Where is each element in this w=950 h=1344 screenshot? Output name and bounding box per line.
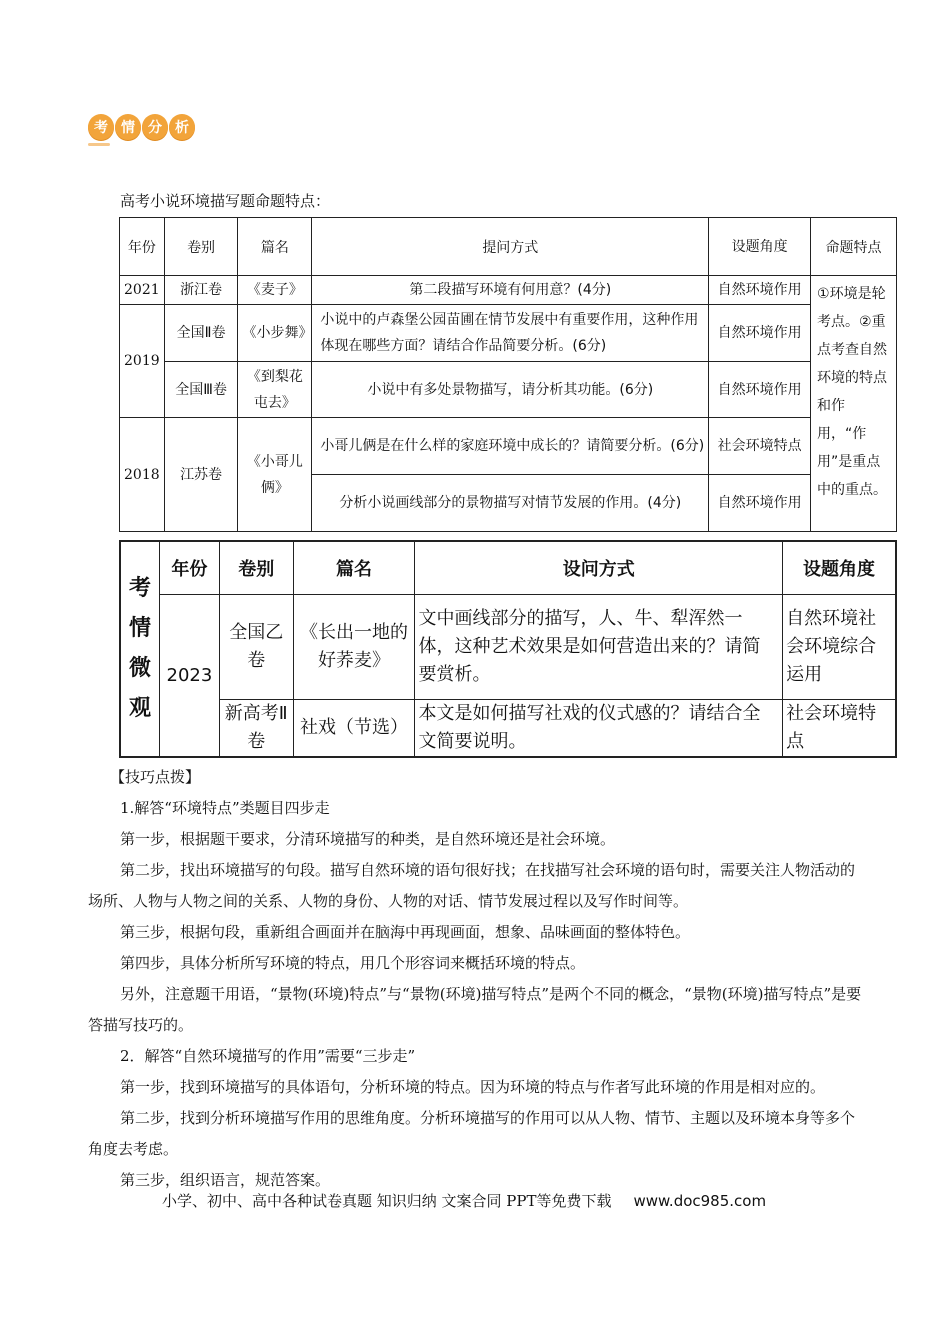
side-label: 考情微观 — [120, 541, 159, 757]
header-paper: 卷别 — [164, 218, 238, 276]
cell-question: 分析小说画线部分的景物描写对情节发展的作用。(4分) — [312, 475, 709, 532]
tips-section — [88, 762, 868, 1196]
table-row — [120, 700, 896, 758]
cell-title: 《麦子》 — [238, 276, 312, 305]
exam-micro-table — [119, 540, 897, 758]
paragraph: 另外，注意题干用语，“景物(环境)特点”与“景物(环境)描写特点”是两个不同的概念，“景物(环境)描写特点”是要答描写技巧的。 — [88, 985, 862, 1034]
cell-title: 社戏（节选） — [293, 700, 415, 758]
cell-title: 《到梨花屯去》 — [238, 362, 312, 418]
table-row — [120, 276, 897, 305]
table-row — [120, 362, 897, 418]
exam-features-table — [119, 217, 897, 532]
paragraph: 第二步，找到分析环境描写作用的思维角度。分析环境描写的作用可以从人物、情节、主题以及环境本身等多个角度去考虑。 — [88, 1109, 856, 1158]
cell-question: 本文是如何描写社戏的仪式感的？请结合全文简要说明。 — [415, 700, 783, 758]
cell-question: 第二段描写环境有何用意？(4分) — [312, 276, 709, 305]
cell-paper: 全国乙卷 — [219, 595, 293, 700]
table-row — [120, 305, 897, 362]
paragraph: 第四步，具体分析所写环境的特点，用几个形容词来概括环境的特点。 — [120, 954, 586, 972]
badge-char: 析 — [169, 114, 195, 140]
cell-title: 《小步舞》 — [238, 305, 312, 362]
cell-paper: 全国Ⅲ卷 — [164, 362, 238, 418]
table-header-row — [120, 541, 896, 595]
footer-url[interactable]: www.doc985.com — [633, 1192, 767, 1210]
cell-angle: 自然环境作用 — [709, 362, 811, 418]
cell-angle: 自然环境作用 — [709, 276, 811, 305]
header-features: 命题特点 — [811, 218, 897, 276]
header-title: 篇名 — [293, 541, 415, 595]
badge-char: 情 — [115, 114, 141, 140]
table-row — [120, 595, 896, 700]
header-year: 年份 — [159, 541, 219, 595]
cell-paper: 浙江卷 — [164, 276, 238, 305]
section-title: 1.解答“环境特点”类题目四步走 — [120, 799, 330, 817]
intro-text: 高考小说环境描写题命题特点： — [120, 192, 331, 210]
paragraph: 第一步，找到环境描写的具体语句，分析环境的特点。因为环境的特点与作者写此环境的作用是相对应的。 — [120, 1078, 826, 1096]
cell-angle: 自然环境作用 — [709, 475, 811, 532]
cell-paper: 新高考Ⅱ卷 — [219, 700, 293, 758]
paragraph: 第二步，找出环境描写的句段。描写自然环境的语句很好找；在找描写社会环境的语句时，需要关注人物活动的场所、人物与人物之间的关系、人物的身份、人物的对话、情节发展过程以及写作时间等。 — [88, 861, 856, 910]
header-question: 设问方式 — [415, 541, 783, 595]
cell-title: 《长出一地的好荞麦》 — [293, 595, 415, 700]
header-angle: 设题角度 — [783, 541, 896, 595]
cell-question: 小说中的卢森堡公园苗圃在情节发展中有重要作用，这种作用体现在哪些方面？请结合作品简要分析。(6分) — [312, 305, 709, 362]
cell-year: 2019 — [120, 305, 165, 418]
badge-underline — [88, 143, 110, 146]
cell-angle: 社会环境特点 — [783, 700, 896, 758]
footer-text: 小学、初中、高中各种试卷真题 知识归纳 文案合同 PPT等免费下载 — [162, 1192, 612, 1210]
cell-angle: 自然环境社会环境综合运用 — [783, 595, 896, 700]
header-paper: 卷别 — [219, 541, 293, 595]
cell-year: 2018 — [120, 418, 165, 532]
tips-heading: 【技巧点拨】 — [110, 768, 201, 786]
cell-angle: 自然环境作用 — [709, 305, 811, 362]
header-year: 年份 — [120, 218, 165, 276]
paragraph: 第三步，组织语言，规范答案。 — [120, 1171, 331, 1189]
table-row — [120, 418, 897, 475]
paragraph: 第一步，根据题干要求，分清环境描写的种类，是自然环境还是社会环境。 — [120, 830, 616, 848]
badge-char: 考 — [88, 114, 114, 140]
cell-paper: 江苏卷 — [164, 418, 238, 532]
header-angle: 设题角度 — [709, 218, 811, 276]
cell-title: 《小哥儿俩》 — [238, 418, 312, 532]
cell-angle: 社会环境特点 — [709, 418, 811, 475]
cell-year: 2023 — [159, 595, 219, 758]
cell-question: 小说中有多处景物描写，请分析其功能。(6分) — [312, 362, 709, 418]
cell-features: ①环境是轮考点。②重点考查自然环境的特点和作用，“作用”是重点中的重点。 — [811, 276, 897, 532]
header-question: 提问方式 — [312, 218, 709, 276]
badge-char: 分 — [142, 114, 168, 140]
cell-year: 2021 — [120, 276, 165, 305]
paragraph: 第三步，根据句段，重新组合画面并在脑海中再现画面，想象、品味画面的整体特色。 — [120, 923, 691, 941]
cell-question: 文中画线部分的描写，人、牛、犁浑然一体，这种艺术效果是如何营造出来的？请简要赏析。 — [415, 595, 783, 700]
page-footer — [162, 1190, 766, 1211]
header-title: 篇名 — [238, 218, 312, 276]
cell-paper: 全国Ⅱ卷 — [164, 305, 238, 362]
table-header-row — [120, 218, 897, 276]
section-title: 2．解答“自然环境描写的作用”需要“三步走” — [120, 1047, 416, 1065]
cell-question: 小哥儿俩是在什么样的家庭环境中成长的？请简要分析。(6分) — [312, 418, 709, 475]
